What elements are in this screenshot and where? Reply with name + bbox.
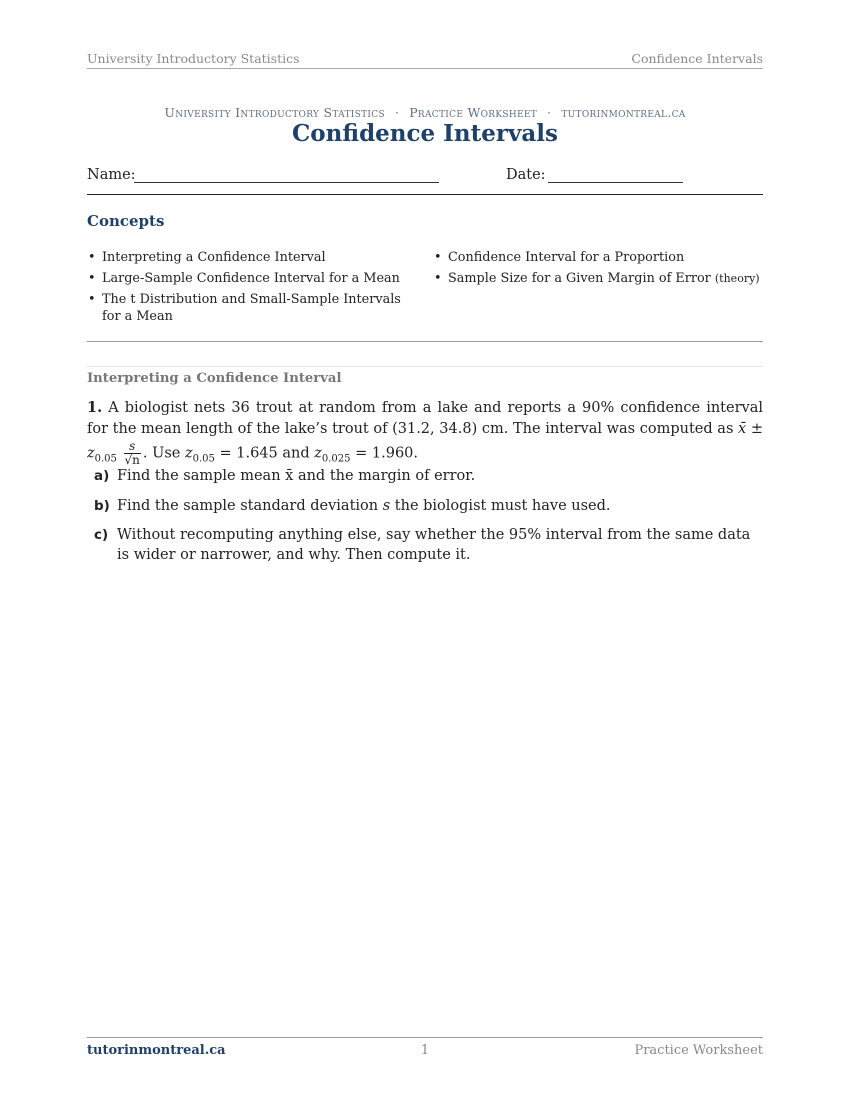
fraction-numerator: s [124, 440, 141, 454]
formula-fraction [124, 440, 141, 467]
z-value-symbol: z [314, 445, 322, 462]
fraction-denominator: √n [124, 453, 140, 467]
concepts-column-left [87, 249, 422, 329]
kicker-separator: · [394, 105, 400, 120]
formula-z-subscript: 0.05 [94, 453, 117, 465]
running-header [87, 51, 763, 69]
part-label: a) [94, 468, 110, 484]
name-blank[interactable] [134, 182, 439, 183]
kicker-site: tutorinmontreal.ca [561, 105, 686, 120]
concept-item [433, 270, 768, 287]
z-value: = 1.960. [355, 445, 419, 462]
footer-label: Practice Worksheet [634, 1043, 763, 1058]
part-label: c) [94, 527, 109, 543]
problem-parts [94, 467, 763, 575]
formula-xbar: x̄ [738, 421, 747, 437]
date-blank[interactable] [548, 182, 683, 183]
concepts-column-right [433, 249, 768, 291]
problem-part-b [94, 497, 763, 517]
concept-item: • The t Distribution and Small-Sample Intervals for a Mean [87, 291, 422, 325]
part-text: the biologist must have used. [394, 497, 611, 514]
name-date-row [87, 167, 763, 195]
concepts-heading: Concepts [87, 212, 165, 230]
part-text: Find the sample standard deviation [117, 497, 379, 514]
section-heading: Interpreting a Confidence Interval [87, 371, 342, 386]
problem-part-c [94, 526, 763, 565]
concept-item: • Confidence Interval for a Proportion [433, 249, 768, 266]
name-label: Name: [87, 167, 136, 183]
page-number: 1 [420, 1043, 430, 1058]
z-value: = 1.645 and [219, 445, 310, 462]
problem-text: . Use [142, 445, 181, 462]
running-header-left: University Introductory Statistics [87, 51, 300, 66]
part-label: b) [94, 497, 110, 514]
running-header-right: Confidence Intervals [631, 51, 763, 66]
date-label: Date: [506, 167, 546, 183]
part-text: Without recomputing anything else, say whether the 95% interval from the same data is wider or narrower, and why. Then compute it. [117, 527, 751, 563]
kicker-kind: Practice Worksheet [409, 105, 538, 120]
page-title: Confidence Intervals [292, 120, 558, 147]
part-text: Find the sample mean x̄ and the margin of error. [117, 468, 476, 484]
concept-item: • Interpreting a Confidence Interval [87, 249, 422, 266]
z-value-subscript: 0.05 [192, 453, 215, 465]
problem-text: A biologist nets 36 trout at random from a lake and reports a 90% confidence interval for the mean length of the lake’s trout of (31.2, 34.8) cm. The interval was computed as [87, 400, 763, 437]
z-value-symbol: z [184, 445, 193, 462]
footer-divider [87, 1037, 763, 1038]
formula-pm: ± [750, 421, 764, 437]
kicker-separator: · [547, 105, 552, 120]
concept-item: • Large-Sample Confidence Interval for a Mean [87, 270, 422, 287]
z-value-subscript: 0.025 [321, 453, 351, 465]
kicker-course: University Introductory Statistics [164, 105, 385, 120]
part-variable: s [382, 497, 391, 514]
problem-statement [87, 397, 763, 469]
problem-part-a [94, 467, 763, 487]
formula-z: z [87, 445, 95, 462]
footer-site: tutorinmontreal.ca [87, 1043, 226, 1058]
worksheet-kicker [87, 105, 763, 120]
problem-number: 1. [87, 399, 103, 416]
divider [87, 341, 763, 342]
concept-tag: (theory) [714, 272, 760, 285]
concept-item-text: Sample Size for a Given Margin of Error [448, 271, 711, 286]
divider [87, 366, 763, 367]
page-footer [87, 1043, 763, 1061]
